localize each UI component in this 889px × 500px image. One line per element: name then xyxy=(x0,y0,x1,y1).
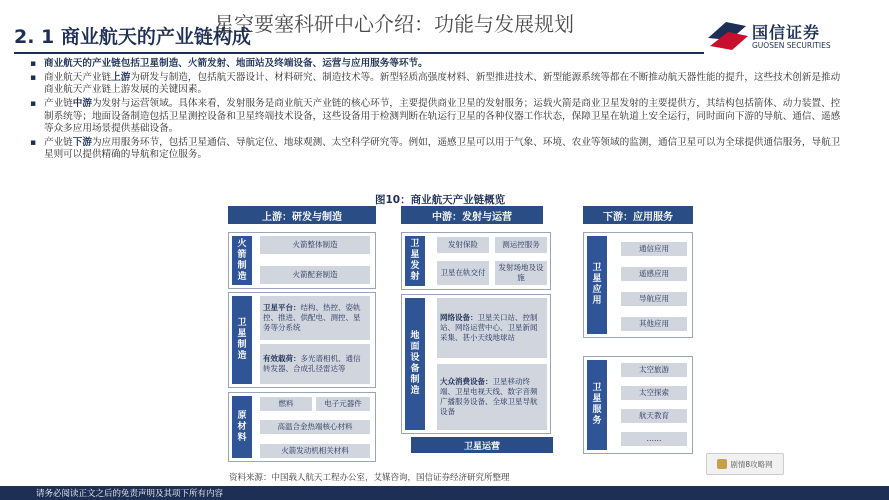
ground-equipment-label: 地面设备制造 xyxy=(405,298,425,430)
box-head: 大众消费设备： xyxy=(440,377,493,386)
bullet-lead: 产业链 xyxy=(44,136,73,148)
watermark-icon xyxy=(717,459,727,469)
launch-item: 测运控服务 xyxy=(495,237,547,253)
watermark-text: 剧情8攻略网 xyxy=(730,459,773,469)
bullet-text: 为发射与运营领域。具体来看，发射服务是商业航天产业链的核心环节，主要提供商业卫星的发射服务；运载火箭是商业卫星发射的主要提供方，其结构包括箭体、动力装置、控制系统等；地面设备制造包括卫星测控设备和卫星终端技术设备，这些设备用于检测判断在轨运行卫星的各种仪器工作状态，保障卫星在轨道上安全运行，同时面向下游的导航、通信、遥感等众多应用场景提供基础设备。 xyxy=(44,98,841,135)
bullet-item xyxy=(24,98,844,135)
logo-english-name: GUOSEN SECURITIES xyxy=(752,41,831,50)
bullet-list xyxy=(24,58,844,163)
rocket-item: 火箭整体制造 xyxy=(260,236,370,254)
box-head: 卫星平台： xyxy=(263,303,301,312)
bullet-item xyxy=(24,58,844,70)
guosen-logo-icon xyxy=(706,16,750,56)
service-item: 太空探索 xyxy=(621,386,687,400)
launch-item: 发射场地及设施 xyxy=(495,261,547,285)
service-item: 航天教育 xyxy=(621,409,687,423)
satellite-service-label: 卫星服务 xyxy=(587,360,607,450)
launch-item: 发射保险 xyxy=(437,237,489,253)
box-text: 卫星移动终端、卫星电视天线、数字音频广播服务设备、全球卫星导航设备 xyxy=(440,377,538,416)
consumer-equipment-box xyxy=(437,364,547,430)
raw-material-label: 原材料 xyxy=(232,396,252,458)
rocket-manufacturing-label: 火箭制造 xyxy=(232,236,252,285)
launch-item: 卫星在轨交付 xyxy=(437,261,489,285)
bullet-text: 为研发与制造，包括航天器设计、材料研究、制造技术等。新型轻质高强度材料、新型推进技术、新型能源系统等都在不断推动航天器性能的提升，这些技术创新是推动商业航天产业链上游发展的关键因素。 xyxy=(44,71,841,96)
network-equipment-box xyxy=(437,298,547,358)
bullet-item xyxy=(24,137,844,162)
industry-chain-diagram xyxy=(228,206,693,462)
bullet-lead: 商业航天产业链 xyxy=(44,71,112,83)
bullet-bold-text: 商业航天的产业链包括卫星制造、火箭发射、地面站及终端设备、运营与应用服务等环节。 xyxy=(44,58,428,69)
payload-box xyxy=(260,344,370,384)
bullet-text: 为应用服务环节，包括卫星通信、导航定位、地球观测、太空科学研究等。例如，遥感卫星可以用于气象、环境、农业等领域的监测，通信卫星可以为全球提供通信服务，导航卫星则可以提供精确的导航和定位服务。 xyxy=(44,136,841,161)
footer-disclaimer: 请务必阅读正文之后的免责声明及其项下所有内容 xyxy=(36,489,224,499)
title-underline xyxy=(14,52,704,54)
figure-title: 图10：商业航天产业链概览 xyxy=(375,194,506,206)
watermark xyxy=(706,453,784,475)
application-item: 遥感应用 xyxy=(621,267,687,281)
material-item: 燃料 xyxy=(260,397,312,411)
upstream-header: 上游：研发与制造 xyxy=(228,206,376,224)
bullet-bold-text: 上游 xyxy=(111,71,131,83)
logo-chinese-name: 国信证券 xyxy=(752,23,821,42)
bullet-item xyxy=(24,72,844,97)
data-source: 资料来源：中国载人航天工程办公室，艾媒咨询，国信证券经济研究所整理 xyxy=(229,473,510,483)
material-item: 高温合金热端核心材料 xyxy=(260,420,370,434)
application-item: 通信应用 xyxy=(621,242,687,256)
satellite-operations-bar: 卫星运营 xyxy=(411,437,553,453)
box-head: 有效载荷： xyxy=(263,354,301,363)
bullet-bold-text: 中游 xyxy=(72,98,92,110)
material-item: 火箭发动机相关材料 xyxy=(260,444,370,458)
midstream-header: 中游：发射与运营 xyxy=(401,206,543,224)
page-title: 2. 1 商业航天的产业链构成 xyxy=(14,26,251,48)
satellite-application-label: 卫星应用 xyxy=(587,236,607,334)
box-text: 卫星关口站、控制站、网络运营中心、卫星新闻采集、甚小天线地球站 xyxy=(440,313,538,342)
guosen-logo xyxy=(706,16,856,56)
satellite-platform-box xyxy=(260,296,370,340)
bullet-lead: 产业链 xyxy=(44,98,73,110)
application-item: 其他应用 xyxy=(621,317,687,331)
downstream-header: 下游：应用服务 xyxy=(583,206,693,224)
satellite-launch-label: 卫星发射 xyxy=(405,236,425,286)
box-head: 网络设备： xyxy=(440,313,478,322)
box-text: 结构、热控、姿轨控、推进、供配电、测控、星务等分系统 xyxy=(263,303,361,332)
application-item: 导航应用 xyxy=(621,292,687,306)
service-item: 太空旅游 xyxy=(621,363,687,377)
box-text: 多光谱相机、通信转发器、合成孔径雷达等 xyxy=(263,354,361,373)
overlay-title: 星空要塞科研中心介绍：功能与发展规划 xyxy=(214,12,574,36)
satellite-manufacturing-label: 卫星制造 xyxy=(232,296,252,384)
rocket-item: 火箭配套制造 xyxy=(260,266,370,284)
bullet-bold-text: 下游 xyxy=(72,136,92,148)
footer-bar xyxy=(0,486,889,500)
material-item: 电子元器件 xyxy=(316,397,370,411)
service-item: …… xyxy=(621,432,687,446)
